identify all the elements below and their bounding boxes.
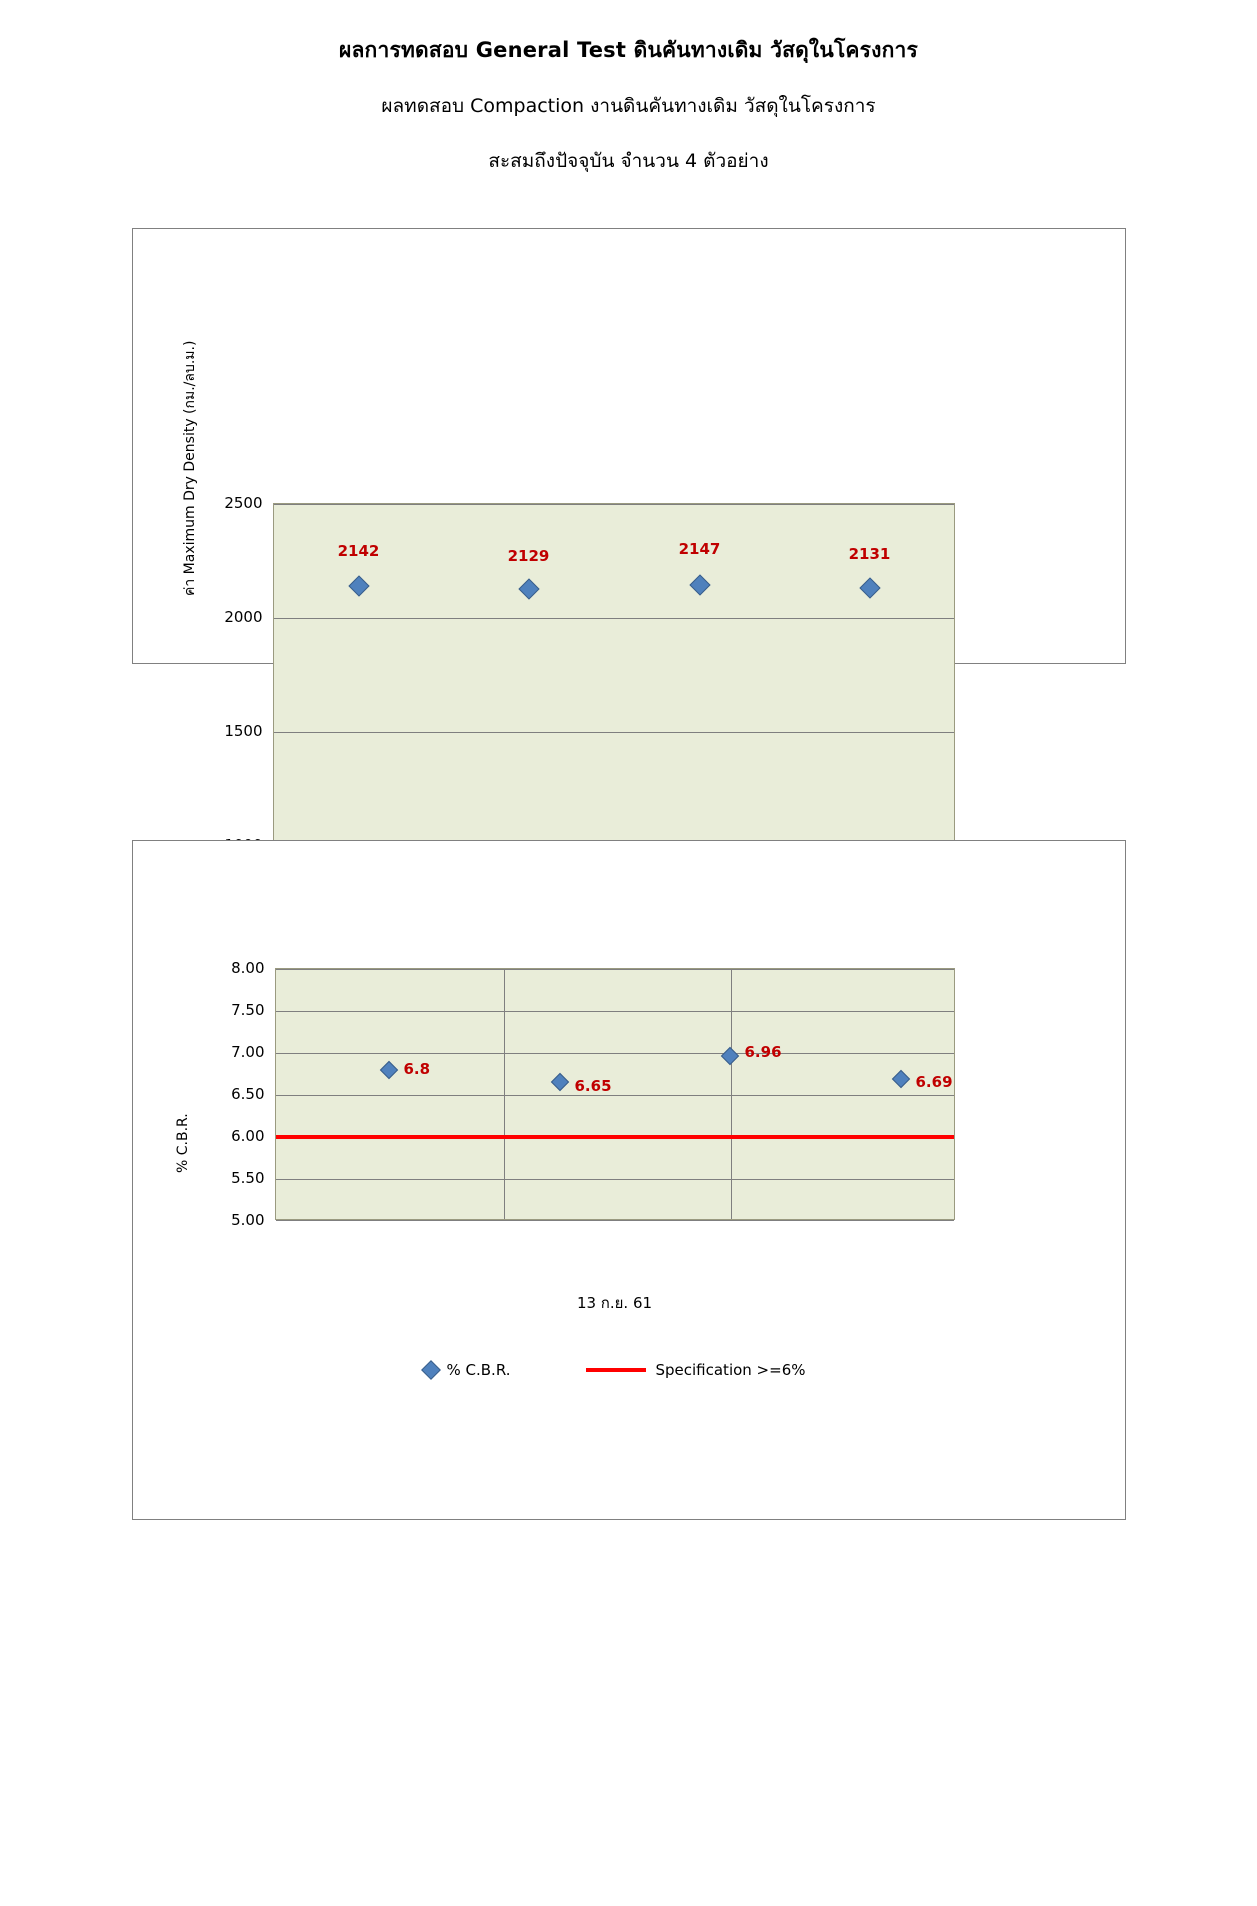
subtitle-compaction: ผลทดสอบ Compaction งานดินคันทางเดิม วัสดุในโครงการ — [381, 95, 876, 117]
chart2-y-axis-title: % C.B.R. — [174, 1113, 191, 1173]
chart1-point-2[interactable] — [518, 578, 539, 599]
chart1-gridline-2000 — [274, 618, 954, 619]
chart2-gridline-500 — [276, 1220, 954, 1221]
chart2-plot-area — [275, 968, 955, 1220]
chart1-plot-area — [273, 503, 955, 845]
chart2-ytick-700: 7.00 — [231, 1043, 265, 1061]
chart2-legend — [275, 1361, 955, 1379]
chart1-ytick-1500: 1500 — [224, 722, 263, 740]
line-marker-icon — [586, 1368, 646, 1372]
chart1-point-3[interactable] — [689, 574, 710, 595]
subtitle-sample-count: สะสมถึงปัจจุบัน จำนวน 4 ตัวอย่าง — [488, 150, 769, 172]
chart2-vgridline-1 — [504, 969, 505, 1219]
chart2-point-2[interactable] — [550, 1073, 568, 1091]
chart2-point-3[interactable] — [720, 1047, 738, 1065]
chart2-ytick-800: 8.00 — [231, 959, 265, 977]
chart2-ytick-550: 5.50 — [231, 1169, 265, 1187]
chart2-ytick-750: 7.50 — [231, 1001, 265, 1019]
chart1-ytick-2000: 2000 — [224, 608, 263, 626]
chart1-point-label-4: 2131 — [848, 545, 891, 563]
chart2-gridline-650 — [276, 1095, 954, 1096]
legend-item-specification[interactable] — [586, 1361, 805, 1379]
chart2-ytick-500: 5.00 — [231, 1211, 265, 1229]
chart2-point-label-1: 6.8 — [403, 1060, 431, 1078]
chart2-gridline-750 — [276, 1011, 954, 1012]
chart1-point-label-2: 2129 — [507, 547, 550, 565]
chart2-point-label-2: 6.65 — [574, 1077, 612, 1095]
chart2-point-label-3: 6.96 — [744, 1043, 782, 1061]
chart2-x-axis-label: 13 ก.ย. 61 — [576, 1294, 653, 1312]
diamond-marker-icon — [421, 1360, 441, 1380]
legend-label-specification: Specification >=6% — [655, 1361, 806, 1379]
chart2-ytick-650: 6.50 — [231, 1085, 265, 1103]
legend-label-cbr: % C.B.R. — [446, 1361, 511, 1379]
chart2-gridline-800 — [276, 969, 954, 970]
chart2-point-1[interactable] — [379, 1061, 397, 1079]
chart2-ytick-600: 6.00 — [231, 1127, 265, 1145]
chart1-gridline-2500 — [274, 504, 954, 505]
chart2-gridline-550 — [276, 1179, 954, 1180]
legend-item-cbr[interactable] — [424, 1361, 511, 1379]
chart1-gridline-1500 — [274, 732, 954, 733]
chart-compaction — [132, 228, 1126, 740]
chart2-spec-line — [276, 1135, 954, 1139]
chart2-vgridline-2 — [731, 969, 732, 1219]
chart-cbr — [132, 840, 1126, 1520]
chart1-ytick-2500: 2500 — [224, 494, 263, 512]
chart1-y-axis-title: ค่า Maximum Dry Density (กม./ลบ.ม.) — [181, 340, 198, 596]
chart1-point-4[interactable] — [859, 577, 880, 598]
chart2-point-label-4: 6.69 — [915, 1073, 953, 1091]
chart2-gridline-700 — [276, 1053, 954, 1054]
chart1-point-label-1: 2142 — [337, 542, 380, 560]
chart1-point-1[interactable] — [348, 575, 369, 596]
page-title: ผลการทดสอบ General Test ดินคันทางเดิม วัสดุในโครงการ — [338, 38, 918, 62]
chart2-point-4[interactable] — [891, 1070, 909, 1088]
chart1-point-label-3: 2147 — [678, 540, 721, 558]
